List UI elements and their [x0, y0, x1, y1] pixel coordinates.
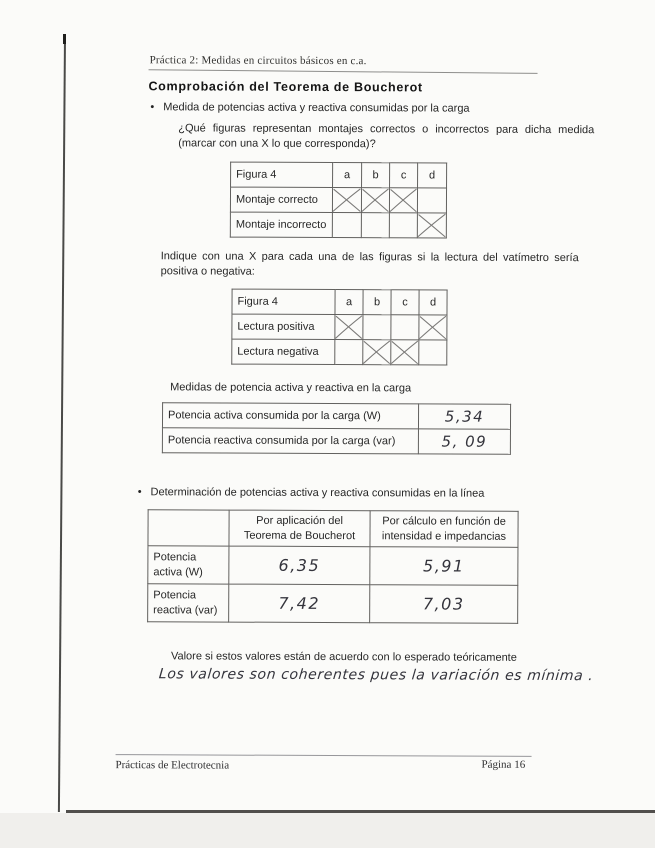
lectura-cell-d-1 — [419, 340, 447, 365]
montaje-row-label: Montaje incorrecto — [230, 212, 332, 237]
lectura-row-1 — [232, 339, 447, 365]
prompt-valore: Valore si estos valores están de acuerdo con lo esperado teóricamente — [170, 650, 517, 664]
lectura-column-c: c — [391, 290, 419, 315]
montaje-row-1 — [230, 212, 446, 238]
x-mark-icon — [418, 314, 447, 340]
footer-left-text: Prácticas de Electrotecnia — [115, 759, 230, 772]
linea-table — [147, 509, 518, 624]
lectura-cell-c-0 — [391, 315, 419, 340]
montaje-header-row — [231, 162, 447, 188]
montaje-cell-b-0 — [361, 188, 389, 213]
lectura-header-row — [232, 289, 447, 315]
carga-row-label: Potencia reactiva consumida por la carga (var) — [162, 428, 418, 454]
x-mark-icon — [417, 212, 447, 238]
x-mark-icon — [389, 187, 418, 213]
lectura-corner-cell: Figura 4 — [232, 289, 335, 314]
montaje-cell-d-0 — [417, 188, 446, 213]
lectura-table — [231, 289, 447, 366]
carga-handwritten-value: 5,34 — [418, 404, 510, 429]
montaje-cell-a-1 — [332, 213, 361, 238]
footer-rule — [116, 754, 532, 757]
handwritten-answer: Los valores son coherentes pues la variación es mínima . — [158, 666, 595, 685]
x-mark-icon — [334, 314, 363, 340]
lectura-row-0 — [232, 314, 447, 340]
montaje-row-label: Montaje correcto — [230, 187, 332, 212]
lectura-cell-b-1 — [363, 340, 391, 365]
linea-row-0 — [148, 546, 518, 586]
lectura-cell-c-1 — [391, 340, 419, 365]
bullet-item-carga — [150, 101, 469, 114]
linea-column-header-1: Por cálculo en función de intensidad e impedancias — [370, 511, 518, 548]
montaje-cell-a-0 — [332, 188, 361, 213]
linea-row-label: Potencia activa (W) — [148, 546, 229, 584]
bullet-icon: • — [150, 101, 155, 114]
lectura-row-label: Lectura positiva — [232, 314, 335, 339]
x-mark-icon — [390, 339, 419, 365]
bullet-icon: • — [137, 486, 142, 499]
lectura-column-b: b — [363, 290, 391, 315]
linea-handwritten-value-1-0: 7,42 — [229, 584, 370, 623]
x-mark-icon — [362, 339, 391, 365]
montaje-column-c: c — [390, 163, 418, 188]
footer-page-number: Página 16 — [481, 758, 526, 771]
linea-row-1 — [148, 584, 518, 624]
montaje-cell-c-1 — [389, 213, 417, 238]
running-header: Práctica 2: Medidas en circuitos básicos en c.a. — [149, 54, 367, 68]
lectura-table-container — [231, 289, 447, 366]
montaje-table — [230, 162, 447, 239]
linea-handwritten-value-0-0: 6,35 — [229, 546, 370, 585]
montaje-row-0 — [230, 187, 446, 213]
linea-header-row — [148, 510, 518, 548]
linea-handwritten-value-0-1: 5,91 — [370, 547, 518, 586]
x-mark-icon — [361, 187, 390, 213]
linea-table-container — [147, 509, 518, 624]
x-mark-icon — [332, 187, 362, 213]
lectura-column-d: d — [419, 290, 447, 315]
carga-row-1 — [162, 428, 510, 455]
section-title: Comprobación del Teorema de Boucherot — [148, 79, 423, 95]
lectura-cell-a-1 — [335, 340, 363, 365]
carga-row-label: Potencia activa consumida por la carga (W) — [162, 403, 418, 429]
montaje-cell-d-1 — [417, 213, 446, 238]
linea-corner-cell — [148, 510, 229, 546]
lectura-cell-b-0 — [363, 315, 391, 340]
montaje-corner-cell: Figura 4 — [231, 162, 333, 187]
lectura-cell-a-0 — [335, 315, 363, 340]
carga-handwritten-value: 5, 09 — [418, 429, 510, 454]
montaje-column-a: a — [333, 163, 362, 188]
question-lectura: Indique con una X para cada una de las figuras si la lectura del vatímetro sería positiva o negativa: — [160, 250, 579, 278]
lectura-column-a: a — [335, 290, 363, 315]
header-rule — [149, 69, 538, 74]
question-montaje: ¿Qué figuras representan montajes correctos o incorrectos para dicha medida (marcar con una X lo que corresponda)? — [178, 122, 595, 151]
lectura-row-label: Lectura negativa — [232, 339, 335, 364]
bullet-carga-label: Medida de potencias activa y reactiva consumidas por la carga — [163, 101, 470, 115]
carga-table-container — [162, 402, 511, 455]
montaje-column-d: d — [418, 163, 447, 188]
montaje-cell-b-1 — [361, 213, 389, 238]
linea-handwritten-value-1-1: 7,03 — [370, 585, 518, 624]
linea-row-label: Potencia reactiva (var) — [148, 584, 229, 622]
bullet-item-linea — [138, 486, 485, 500]
montaje-table-container — [230, 162, 447, 239]
subheading-carga: Medidas de potencia activa y reactiva en la carga — [170, 381, 412, 395]
carga-table — [162, 402, 511, 455]
carga-row-0 — [162, 403, 510, 430]
montaje-cell-c-0 — [389, 188, 417, 213]
bullet-linea-label: Determinación de potencias activa y reactiva consumidas en la línea — [150, 486, 485, 500]
linea-column-header-0: Por aplicación del Teorema de Boucherot — [229, 510, 370, 547]
montaje-column-b: b — [362, 163, 390, 188]
lectura-cell-d-0 — [419, 315, 447, 340]
